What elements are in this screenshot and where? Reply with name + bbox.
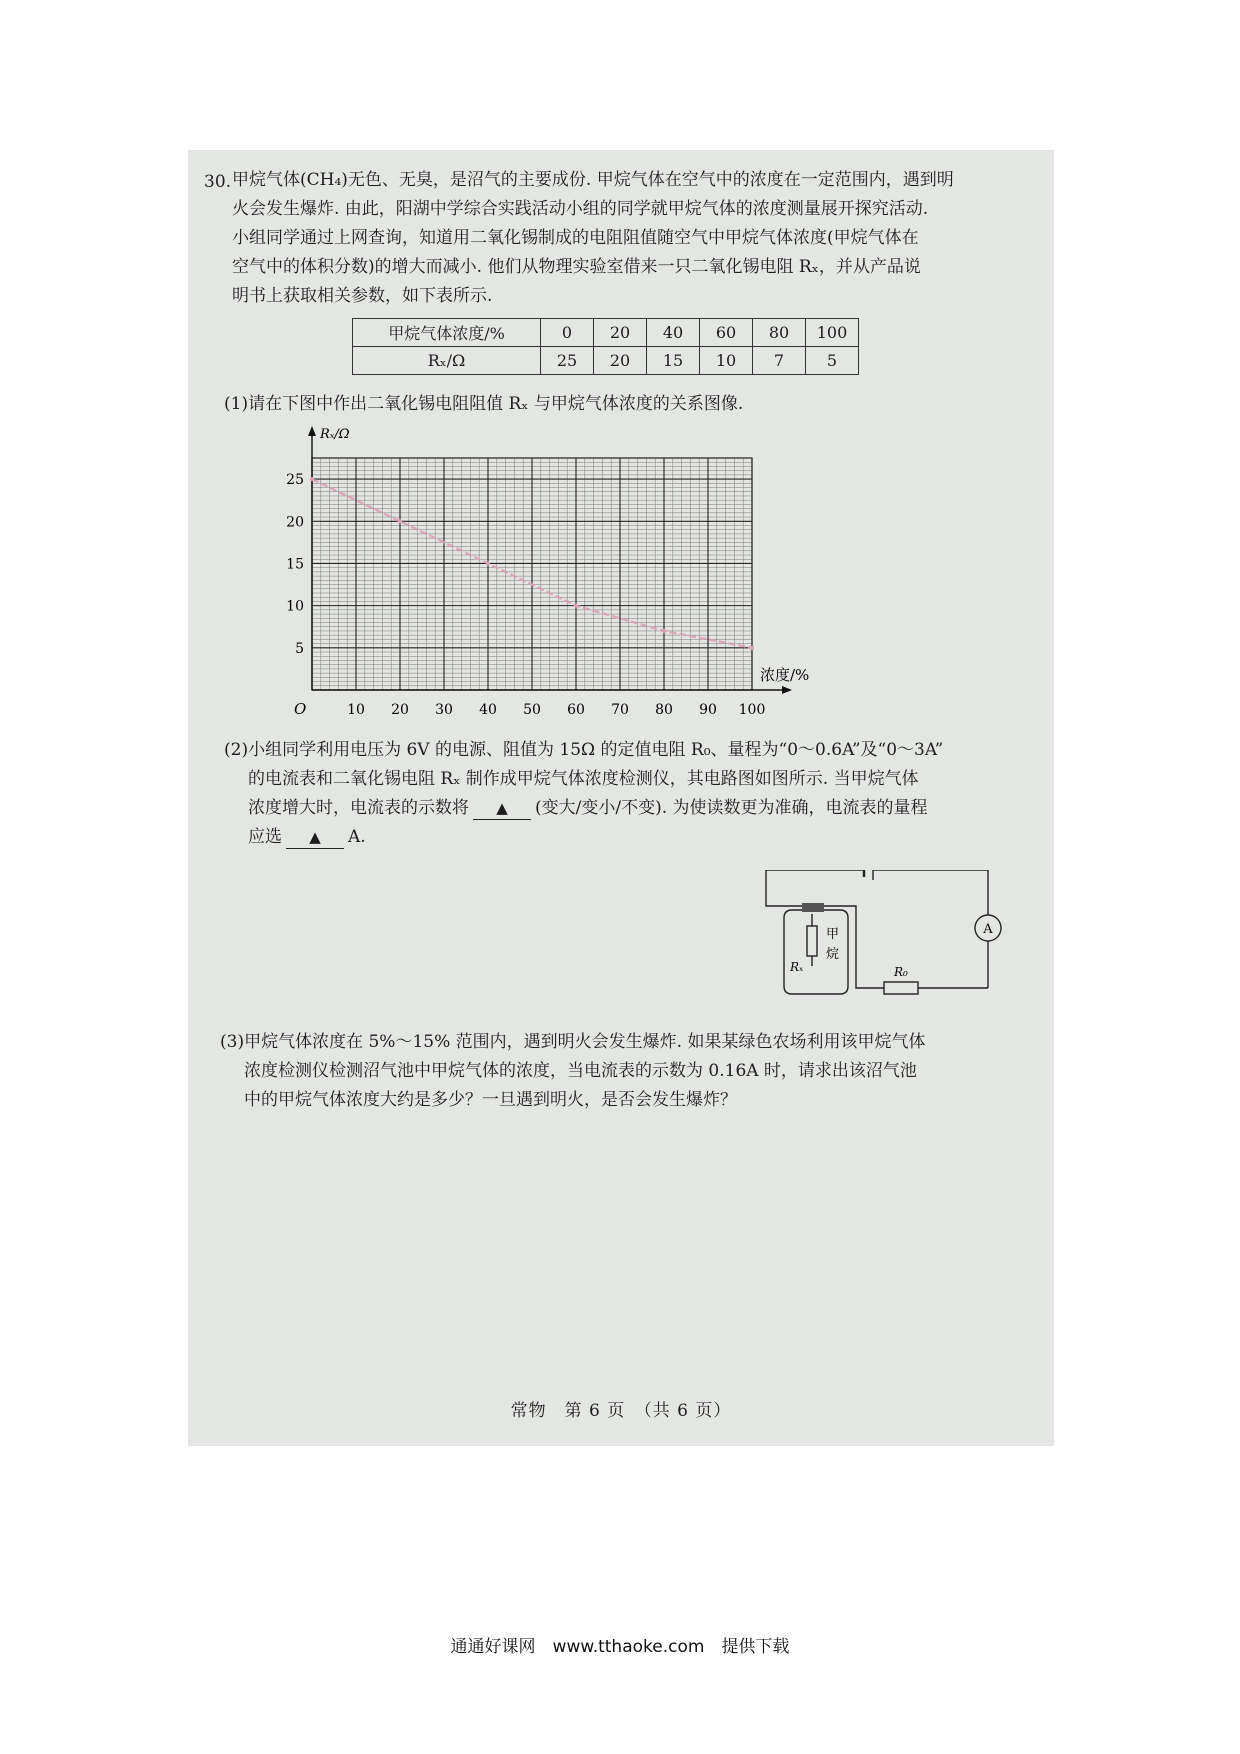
x-tick-label: 70 <box>611 702 629 718</box>
gas-label-1: 甲 <box>826 927 840 942</box>
x-tick-label: 50 <box>523 702 541 718</box>
table-cell: 20 <box>594 347 647 375</box>
table-cell: 20 <box>594 319 647 347</box>
r0-label: R₀ <box>894 965 908 979</box>
chart-tick-labels <box>286 472 765 718</box>
y-axis-arrow-icon <box>308 426 316 436</box>
part2-line-4-after: A. <box>348 827 366 847</box>
y-tick-label: 5 <box>295 640 304 657</box>
table-cell: 15 <box>647 347 700 375</box>
intro-line-4: 空气中的体积分数)的增大而减小. 他们从物理实验室借来一只二氧化锡电阻 Rₓ，并从产品说 <box>232 257 921 277</box>
question-number: 30. <box>204 172 232 192</box>
part2-line-3-before: 浓度增大时，电流表的示数将 <box>248 798 469 818</box>
part2-line-4 <box>248 823 366 852</box>
intro-line-1: 甲烷气体(CH₄)无色、无臭，是沼气的主要成份. 甲烷气体在空气中的浓度在一定范围内，遇到明 <box>232 170 954 190</box>
intro-line-2: 火会发生爆炸. 由此，阳湖中学综合实践活动小组的同学就甲烷气体的浓度测量展开探究活动. <box>232 199 929 219</box>
x-tick-label: 80 <box>655 702 673 718</box>
y-tick-label: 20 <box>286 514 304 531</box>
x-tick-label: 90 <box>699 702 717 718</box>
x-tick-label: 30 <box>435 702 453 718</box>
page-footer: 常物 第 6 页 （共 6 页） <box>510 1401 732 1421</box>
table-row <box>353 347 859 375</box>
exam-page <box>188 150 1054 1446</box>
part3-line-2: 浓度检测仪检测沼气池中甲烷气体的浓度，当电流表的示数为 0.16A 时，请求出该沼气池 <box>244 1061 917 1081</box>
x-tick-label: 20 <box>391 702 409 718</box>
table-cell: 10 <box>700 347 753 375</box>
part3-line-1: (3)甲烷气体浓度在 5%～15% 范围内，遇到明火会发生爆炸. 如果某绿色农场利用该甲烷气体 <box>220 1032 926 1052</box>
data-point <box>398 519 402 523</box>
part3-line-3: 中的甲烷气体浓度大约是多少？一旦遇到明火，是否会发生爆炸？ <box>244 1090 737 1110</box>
part2-line-3 <box>248 794 928 823</box>
table-cell: 60 <box>700 319 753 347</box>
x-tick-label: 100 <box>738 702 766 718</box>
triangle-mark-icon: ▲ <box>496 799 508 817</box>
part1-text: (1)请在下图中作出二氧化锡电阻阻值 Rₓ 与甲烷气体浓度的关系图像. <box>224 394 744 414</box>
table-cell: 80 <box>753 319 806 347</box>
table-cell: 7 <box>753 347 806 375</box>
answer-blank-1[interactable] <box>473 797 531 820</box>
answer-blank-2[interactable] <box>286 826 344 849</box>
parameter-table <box>352 318 859 375</box>
origin-label: O <box>294 700 307 718</box>
x-axis-arrow-icon <box>782 686 792 694</box>
intro-line-3: 小组同学通过上网查询，知道用二氧化锡制成的电阻阻值随空气中甲烷气体浓度(甲烷气体在 <box>232 228 919 248</box>
x-tick-label: 10 <box>347 702 365 718</box>
table-cell: 0 <box>541 319 594 347</box>
data-point <box>750 646 754 650</box>
electrode-cap-icon <box>802 903 824 912</box>
gas-label-2: 烷 <box>826 947 840 962</box>
data-point <box>486 561 490 565</box>
table-cell: 25 <box>541 347 594 375</box>
grid-major-lines <box>312 458 752 690</box>
part2-line-3-after: (变大/变小/不变). 为使读数更为准确，电流表的量程 <box>535 798 928 818</box>
intro-line-5: 明书上获取相关参数，如下表所示. <box>232 286 493 306</box>
table-header-concentration: 甲烷气体浓度/% <box>353 319 541 347</box>
circuit-diagram <box>764 870 1024 1030</box>
table-cell: 5 <box>806 347 859 375</box>
table-cell: 40 <box>647 319 700 347</box>
rx-label: Rₓ <box>790 960 804 974</box>
data-point <box>310 477 314 481</box>
resistance-concentration-graph <box>278 422 838 722</box>
part2-line-1: (2)小组同学利用电压为 6V 的电源、阻值为 15Ω 的定值电阻 R₀、量程为“0～0.6A”及“0～3A” <box>224 740 944 760</box>
data-point <box>662 629 666 633</box>
x-tick-label: 40 <box>479 702 497 718</box>
table-header-resistance: Rₓ/Ω <box>353 347 541 375</box>
x-tick-label: 60 <box>567 702 585 718</box>
data-point <box>574 604 578 608</box>
part2-line-4-before: 应选 <box>248 827 282 847</box>
y-tick-label: 25 <box>286 472 304 489</box>
triangle-mark-icon: ▲ <box>309 828 321 846</box>
y-tick-label: 10 <box>286 598 304 615</box>
ammeter-label: A <box>983 922 993 937</box>
table-cell: 100 <box>806 319 859 347</box>
y-axis-label: Rₓ/Ω <box>320 427 350 442</box>
table-row <box>353 319 859 347</box>
y-tick-label: 15 <box>286 556 304 573</box>
download-credit: 通通好课网 www.tthaoke.com 提供下载 <box>450 1637 790 1657</box>
x-axis-label: 浓度/% <box>760 666 810 684</box>
part2-line-2: 的电流表和二氧化锡电阻 Rₓ 制作成甲烷气体浓度检测仪，其电路图如图所示. 当甲烷气体 <box>248 769 919 789</box>
